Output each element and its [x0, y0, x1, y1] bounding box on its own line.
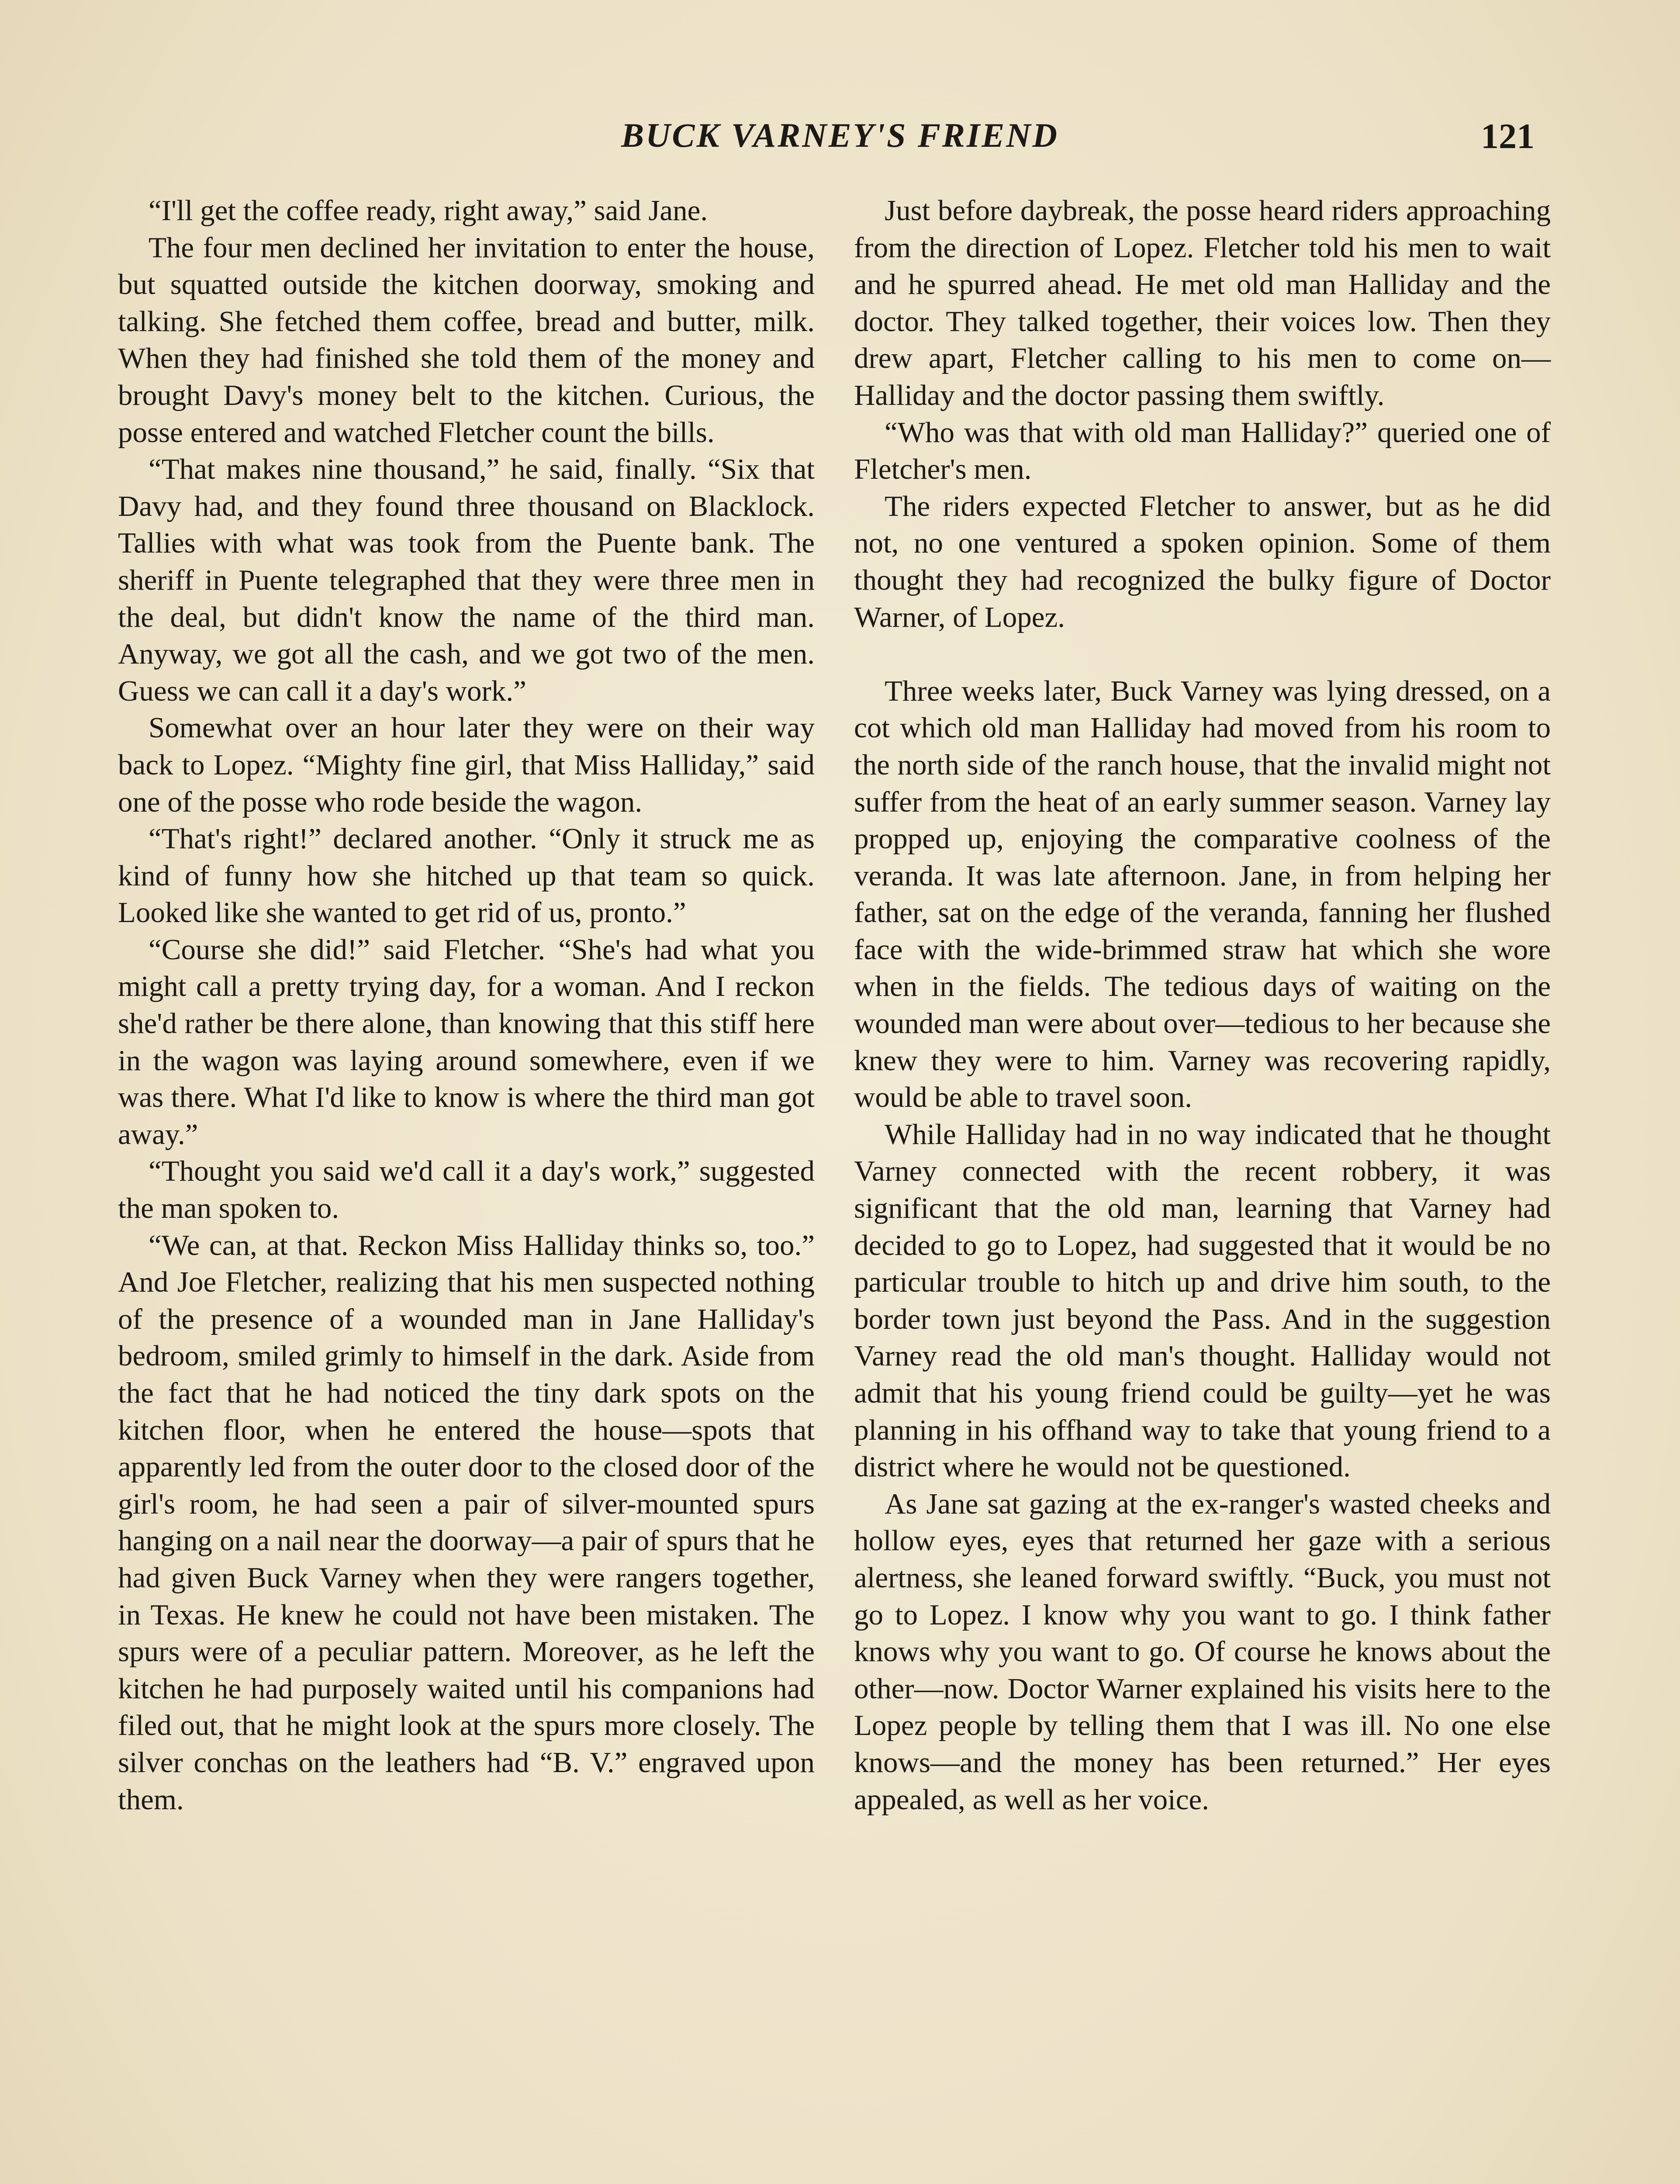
page-number: 121	[1481, 116, 1535, 156]
paragraph: The riders expected Fletcher to answer, but as he did not, no one ventured a spoken opinion. Some of them thought they had recognized the bulky figure of Doctor Warner, of Lopez.	[854, 490, 1551, 633]
running-header-title: BUCK VARNEY'S FRIEND	[621, 116, 1059, 154]
right-text-column	[854, 192, 1551, 1818]
paragraph: While Halliday had in no way indicated that he thought Varney connected with the recent robbery, it was significant that the old man, learning that Varney had decided to go to Lopez, had suggested that it would be no particular trouble to hitch up and drive him south, to the border town just beyond the Pass. And in the suggestion Varney read the old man's thought. Halliday would not admit that his young friend could be guilty—yet he was planning in his offhand way to take that young friend to a district where he would not be questioned.	[854, 1118, 1551, 1483]
paragraph: “That's right!” declared another. “Only it struck me as kind of funny how she hitched up that team so quick. Looked like she wanted to get rid of us, pronto.”	[118, 822, 815, 929]
paragraph: “Course she did!” said Fletcher. “She's had what you might call a pretty trying day, for a woman. And I reckon she'd rather be there alone, than knowing that this stiff here in the wagon was laying around somewhere, even if we was there. What I'd like to know is where the third man got away.”	[118, 933, 815, 1151]
paragraph: “That makes nine thousand,” he said, finally. “Six that Davy had, and they found three thousand on Blacklock. Tallies with what was took from the Puente bank. The sheriff in Puente telegraphed that they were three men in the deal, but didn't know the name of the third man. Anyway, we got all the cash, and we got two of the men. Guess we can call it a day's work.”	[118, 453, 815, 707]
paragraph: “Thought you said we'd call it a day's work,” suggested the man spoken to.	[118, 1155, 815, 1225]
paragraph: “I'll get the coffee ready, right away,” said Jane.	[149, 194, 708, 227]
paragraph: “We can, at that. Reckon Miss Halliday thinks so, too.” And Joe Fletcher, realizing that his men suspected nothing of the presence of a wounded man in Jane Halliday's bedroom, smiled grimly to himself in the dark. Aside from the fact that he had noticed the tiny dark spots on the kitchen floor, when he entered the house—spots that apparently led from the outer door to the closed door of the girl's room, he had seen a pair of silver-mounted spurs hanging on a nail near the doorway—a pair of spurs that he had given Buck Varney when they were rangers together, in Texas. He knew he could not have been mistaken. The spurs were of a peculiar pattern. Moreover, as he left the kitchen he had purposely waited until his companions had filed out, that he might look at the spurs more closely. The silver conchas on the leathers had “B. V.” engraved upon them.	[118, 1229, 815, 1816]
paragraph: Somewhat over an hour later they were on their way back to Lopez. “Mighty fine girl, that Miss Halliday,” said one of the posse who rode beside the wagon.	[118, 712, 815, 818]
section-break-paragraph: Three weeks later, Buck Varney was lying dressed, on a cot which old man Halliday had moved from his room to the north side of the ranch house, that the invalid might not suffer from the heat of an early summer season. Varney lay propped up, enjoying the comparative coolness of the veranda. It was late afternoon. Jane, in from helping her father, sat on the edge of the veranda, fanning her flushed face with the wide-brimmed straw hat which she wore when in the fields. The tedious days of waiting on the wounded man were about over—tedious to her because she knew they were to him. Varney was recovering rapidly, would be able to travel soon.	[854, 674, 1551, 1114]
paragraph: As Jane sat gazing at the ex-ranger's wasted cheeks and hollow eyes, eyes that returned her gaze with a serious alertness, she leaned forward swiftly. “Buck, you must not go to Lopez. I know why you want to go. I think father knows why you want to go. Of course he knows about the other—now. Doctor Warner explained his visits here to the Lopez people by telling them that I was ill. No one else knows—and the money has been returned.” Her eyes appealed, as well as her voice.	[854, 1487, 1551, 1816]
left-text-column	[118, 192, 815, 1818]
paragraph: “Who was that with old man Halliday?” queried one of Fletcher's men.	[854, 416, 1551, 486]
paragraph: Just before daybreak, the posse heard riders approaching from the direction of Lopez. Fletcher told his men to wait and he spurred ahead. He met old man Halliday and the doctor. They talked together, their voices low. Then they drew apart, Fletcher calling to his men to come on—Halliday and the doctor passing them swiftly.	[854, 194, 1551, 411]
paragraph: The four men declined her invitation to enter the house, but squatted outside the kitchen doorway, smoking and talking. She fetched them coffee, bread and butter, milk. When they had finished she told them of the money and brought Davy's money belt to the kitchen. Curious, the posse entered and watched Fletcher count the bills.	[118, 231, 815, 449]
